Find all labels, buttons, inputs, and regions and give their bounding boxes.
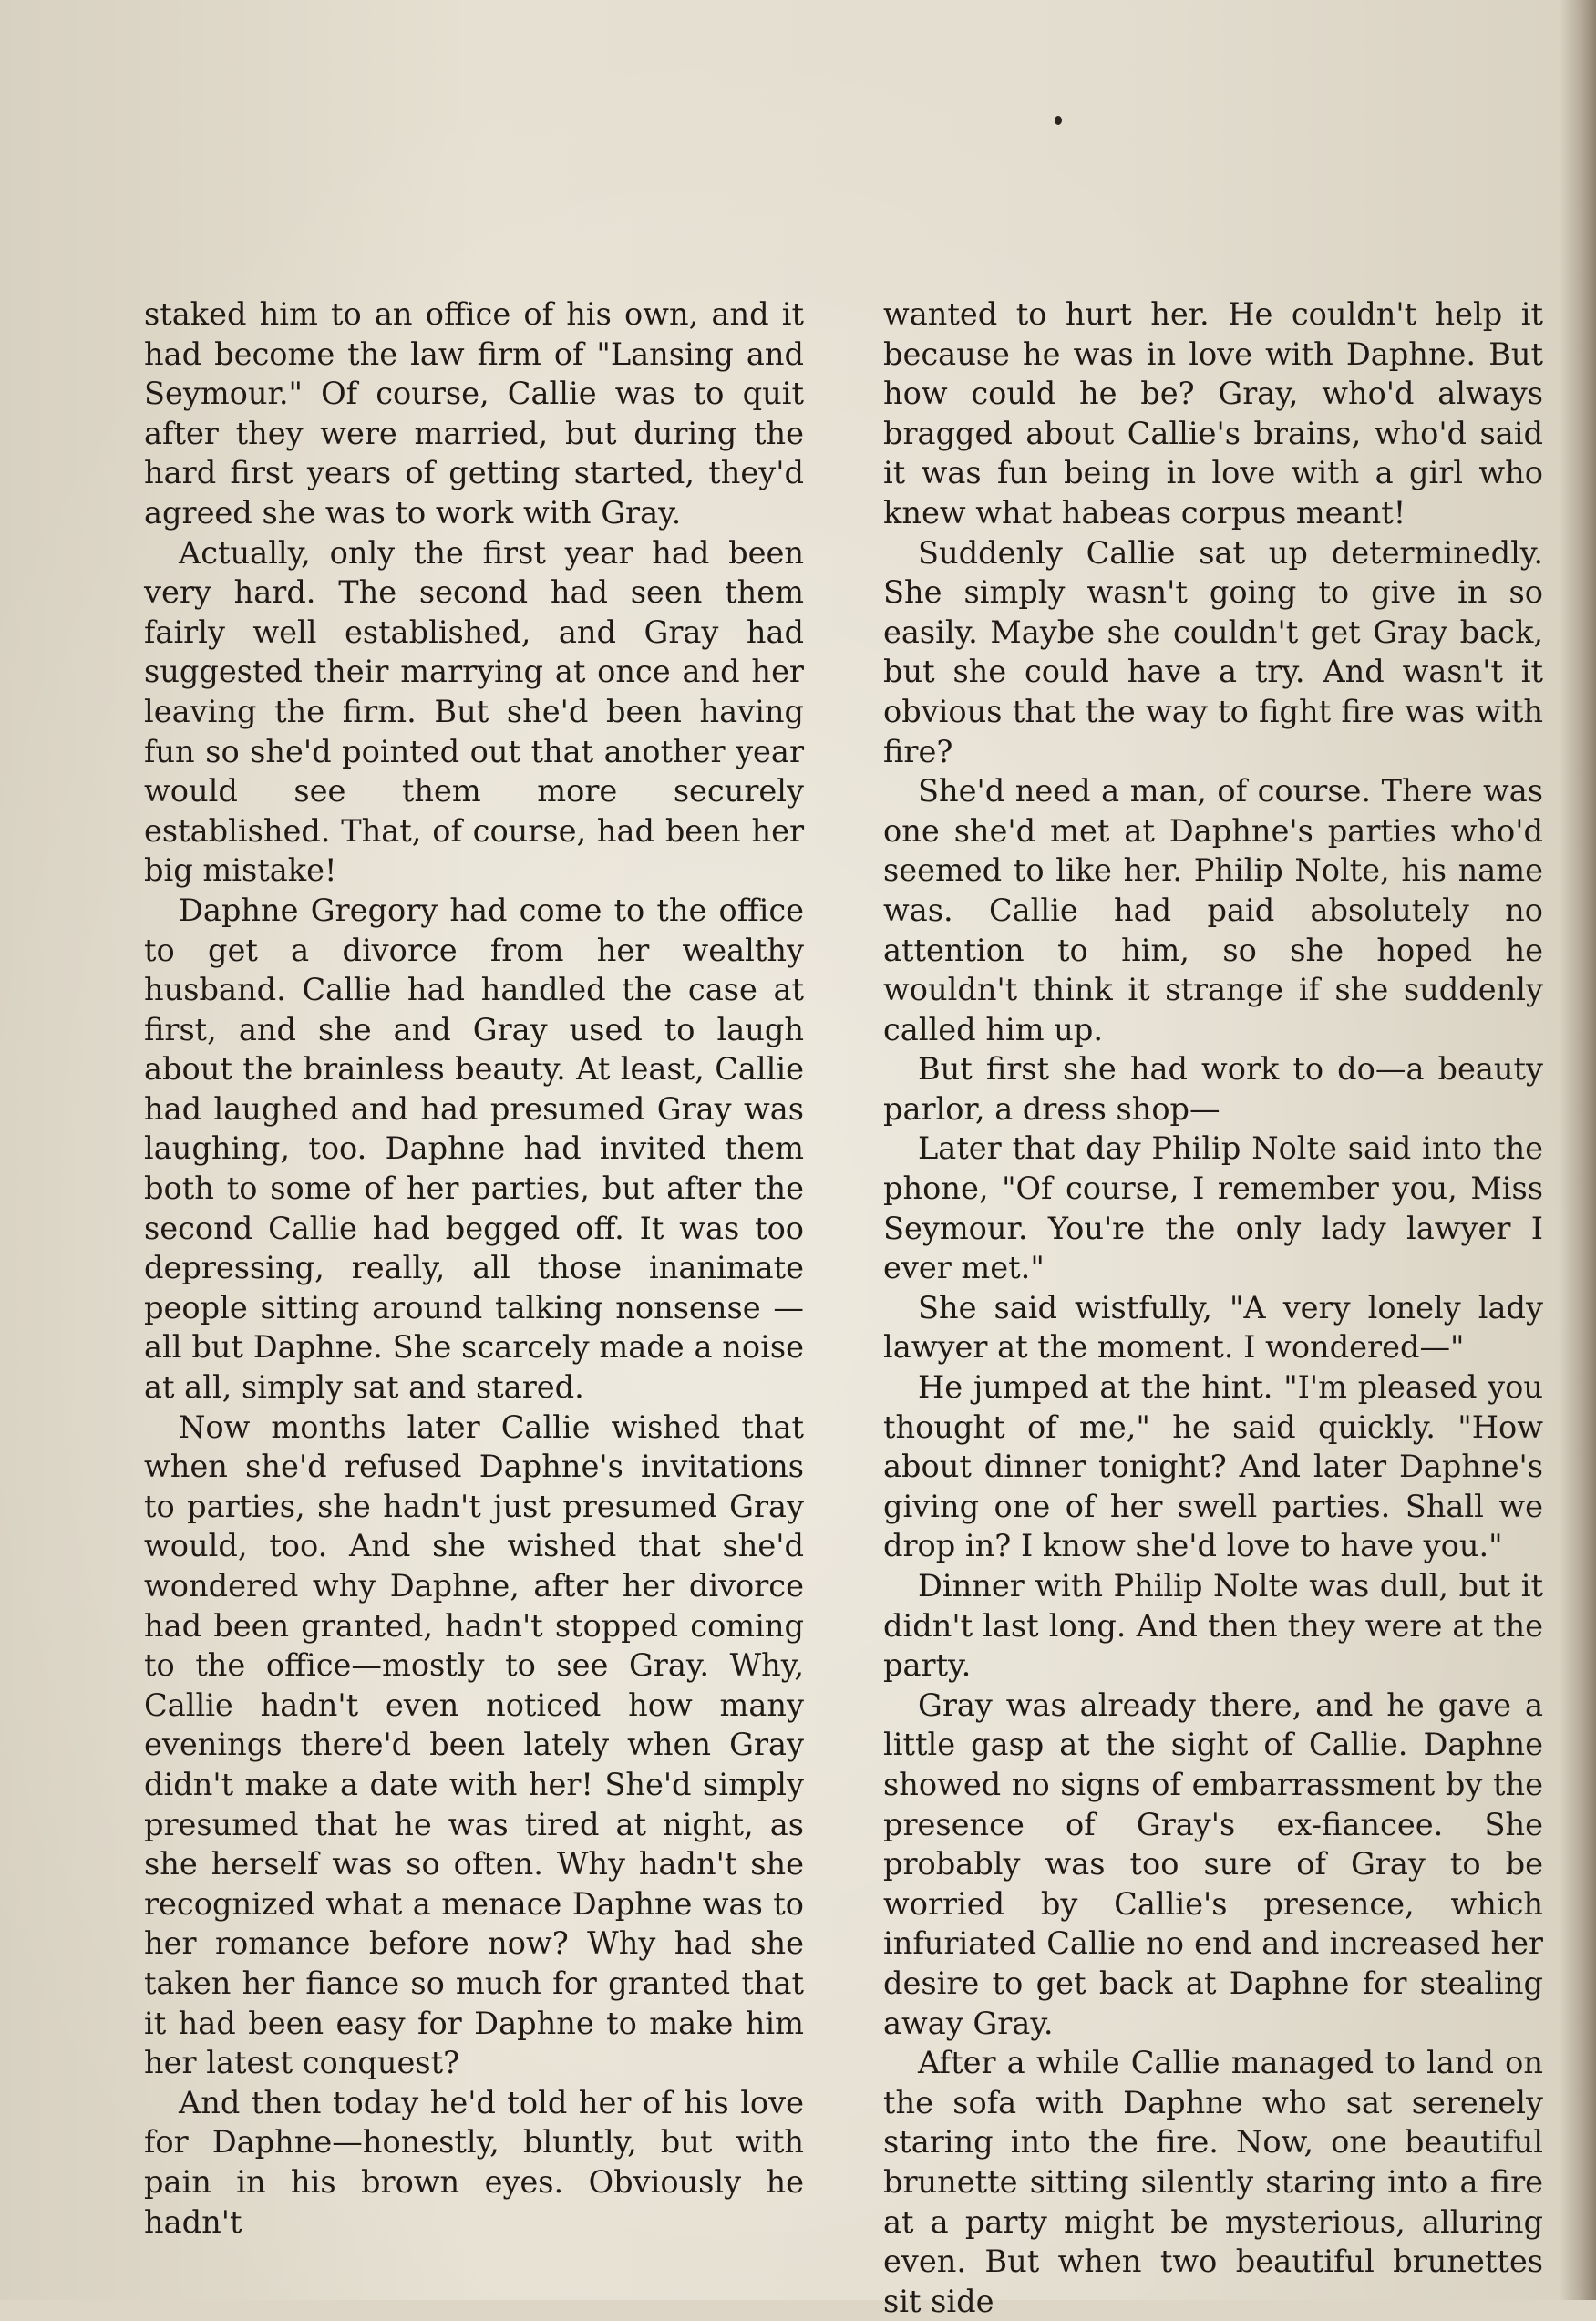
text-column-right [883,294,1543,2321]
page-edge-shadow [1560,0,1596,2300]
paragraph: Dinner with Philip Nolte was dull, but it didn't last long. And then they were at the party. [883,1568,1543,1684]
paragraph: Now months later Callie wished that when she'd refused Daphne's invitations to parties, she hadn't just presumed Gray would, too. And she wished that she'd wondered why Daphne, after her divorce had been granted, hadn't stopped coming to the office—mostly to see Gray. Why, Callie hadn't even noticed how many evenings there'd been lately when Gray didn't make a date with her! She'd simply presumed that he was tired at night, as she herself was so often. Why hadn't she recognized what a menace Daphne was to her romance before now? Why had she taken her fiance so much for granted that it had been easy for Daphne to make him her latest conquest? [144,1408,804,2081]
paragraph: Daphne Gregory had come to the office to get a divorce from her wealthy husband. Callie had handled the case at first, and she and Gray used to laugh about the brainless beauty. At least, Callie had laughed and had presumed Gray was laughing, too. Daphne had invited them both to some of her parties, but after the second Callie had begged off. It was too depressing, really, all those inanimate people sitting around talking nonsense — all but Daphne. She scarcely made a noise at all, simply sat and stared. [144,892,804,1406]
paragraph: Actually, only the first year had been very hard. The second had seen them fairly well established, and Gray had suggested their marrying at once and her leaving the firm. But she'd been having fun so she'd pointed out that another year would see them more securely established. That, of course, had been her big mistake! [144,534,804,889]
page-dot-mark [1055,116,1062,125]
paragraph: Later that day Philip Nolte said into the phone, "Of course, I remember you, Miss Seymour. You're the only lady lawyer I ever met." [883,1130,1543,1286]
paragraph: But first she had work to do—a beauty parlor, a dress shop— [883,1051,1543,1127]
paragraph: After a while Callie managed to land on the sofa with Daphne who sat serenely staring into the fire. Now, one beautiful brunette sitting silently staring into a fire at a party might be mysterious, alluring even. But when two beautiful brunettes sit side [883,2045,1543,2319]
paragraph: staked him to an office of his own, and it had become the law firm of "Lansing and Seymour." Of course, Callie was to quit after they were married, but during the hard first years of getting started, they'd agreed she was to work with Gray. [144,296,804,531]
paragraph: Suddenly Callie sat up determinedly. She simply wasn't going to give in so easily. Maybe she couldn't get Gray back, but she could have a try. And wasn't it obvious that the way to fight fire was with fire? [883,534,1543,769]
paragraph: She said wistfully, "A very lonely lady lawyer at the moment. I wondered—" [883,1289,1543,1366]
paragraph: wanted to hurt her. He couldn't help it because he was in love with Daphne. But how could he be? Gray, who'd always bragged about Callie's brains, who'd said it was fun being in love with a girl who knew what habeas corpus meant! [883,296,1543,531]
paragraph: She'd need a man, of course. There was one she'd met at Daphne's parties who'd seemed to like her. Philip Nolte, his name was. Callie had paid absolutely no attention to him, so she hoped he wouldn't think it strange if she suddenly called him up. [883,773,1543,1047]
text-column-left [144,294,804,2242]
paragraph: He jumped at the hint. "I'm pleased you thought of me," he said quickly. "How about dinner tonight? And later Daphne's giving one of her swell parties. Shall we drop in? I know she'd love to have you." [883,1369,1543,1564]
paragraph: Gray was already there, and he gave a little gasp at the sight of Callie. Daphne showed no signs of embarrassment by the presence of Gray's ex-fiancee. She probably was too sure of Gray to be worried by Callie's presence, which infuriated Callie no end and increased her desire to get back at Daphne for stealing away Gray. [883,1687,1543,2041]
paragraph: And then today he'd told her of his love for Daphne—honestly, bluntly, but with pain in his brown eyes. Obviously he hadn't [144,2084,804,2240]
